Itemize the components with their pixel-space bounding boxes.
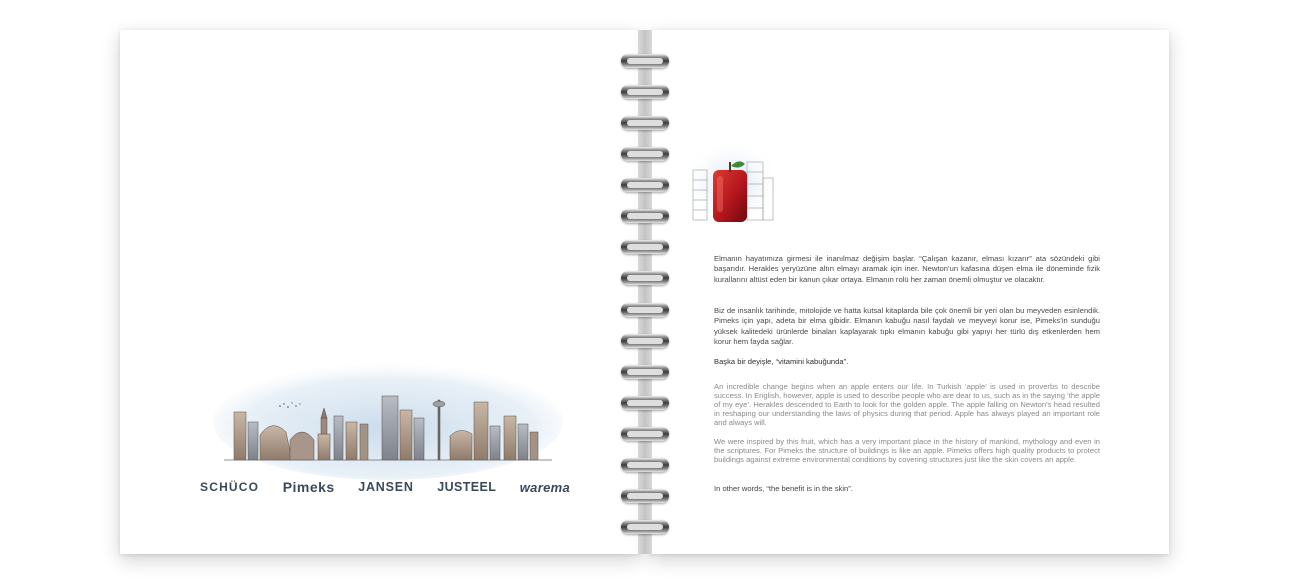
english-closing-line: In other words, “the benefit is in the skin”. [714, 484, 853, 493]
binding-ring [621, 365, 669, 379]
binding-ring [621, 116, 669, 130]
binding-ring [621, 178, 669, 192]
pimeks-logo: Pimeks [282, 479, 335, 495]
binding-ring [621, 303, 669, 317]
binding-ring [621, 271, 669, 285]
binding-ring [621, 427, 669, 441]
english-paragraph-1: An incredible change begins when an apple enters our life. In Turkish ‘apple’ is used in proverbs to describe success. In English, however, apple is used to describe people who are dear to us, such as in the saying ‘the apple of my eye’. Herakles descended to Earth to look for the golden apple. The apple falling on Newton’s head resulted in reshaping our understanding the laws of physics during that period. Apple has always played an important role and always will. [714, 382, 1100, 428]
turkish-paragraph-2: Biz de insanlık tarihinde, mitolojide ve hatta kutsal kitaplarda bile çok önemli bir yeri olan bu meyveden esinlendik. Pimeks için yapı, adeta bir elma gibidir. Elmanın kabuğu nasıl faydalı ve meyveyi korur ise, Pimeks’in sunduğu yüksek kalitedeki ürünlerde binaları kaplayarak tıpkı elmanın kabuğu gibi yapıyı her türlü dış etkenlerden hem korur hem fayda sağlar. [714, 306, 1100, 347]
apple-buildings-illustration [685, 140, 780, 230]
binding-ring [621, 209, 669, 223]
binding-ring [621, 520, 669, 534]
binding-ring [621, 147, 669, 161]
city-skyline-illustration [210, 360, 565, 480]
warema-logo: warema [519, 479, 570, 495]
binding-ring [621, 396, 669, 410]
jansen-logo: JANSEN [358, 480, 414, 494]
binding-ring [621, 334, 669, 348]
binding-ring [621, 240, 669, 254]
turkish-closing-line: Başka bir deyişle, “vitamini kabuğunda”. [714, 357, 849, 366]
justeel-logo: JUSTEEL [437, 480, 497, 494]
binding-ring [621, 54, 669, 68]
binding-ring [621, 458, 669, 472]
partner-logos [200, 478, 570, 496]
binding-ring [621, 489, 669, 503]
binding-ring [621, 85, 669, 99]
binding-spine [638, 30, 652, 554]
turkish-paragraph-1: Elmanın hayatımıza girmesi ile inanılmaz değişim başlar. “Çalışan kazanır, elması kızarır” ata sözündeki gibi başarıdır. Herakles yeryüzüne altın elmayı aramak için iner. Newton’un kafasına düşen elma ile döneminde fizik kurallarını altüst eden bir kanun çıkar ortaya. Elmanın rolü her zaman önemli olmuştur ve olacaktır. [714, 254, 1100, 284]
right-page [650, 30, 1169, 554]
schuco-logo: SCHÜCO [200, 480, 260, 494]
english-paragraph-2: We were inspired by this fruit, which has a very important place in the history of mankind, mythology and even in the scriptures. For Pimeks the structure of buildings is like an apple. Pimeks offers high quality products to protect buildings against extreme environmental conditions by covering structures just like the skin covers an apple. [714, 437, 1100, 465]
apple-stem [729, 162, 731, 172]
